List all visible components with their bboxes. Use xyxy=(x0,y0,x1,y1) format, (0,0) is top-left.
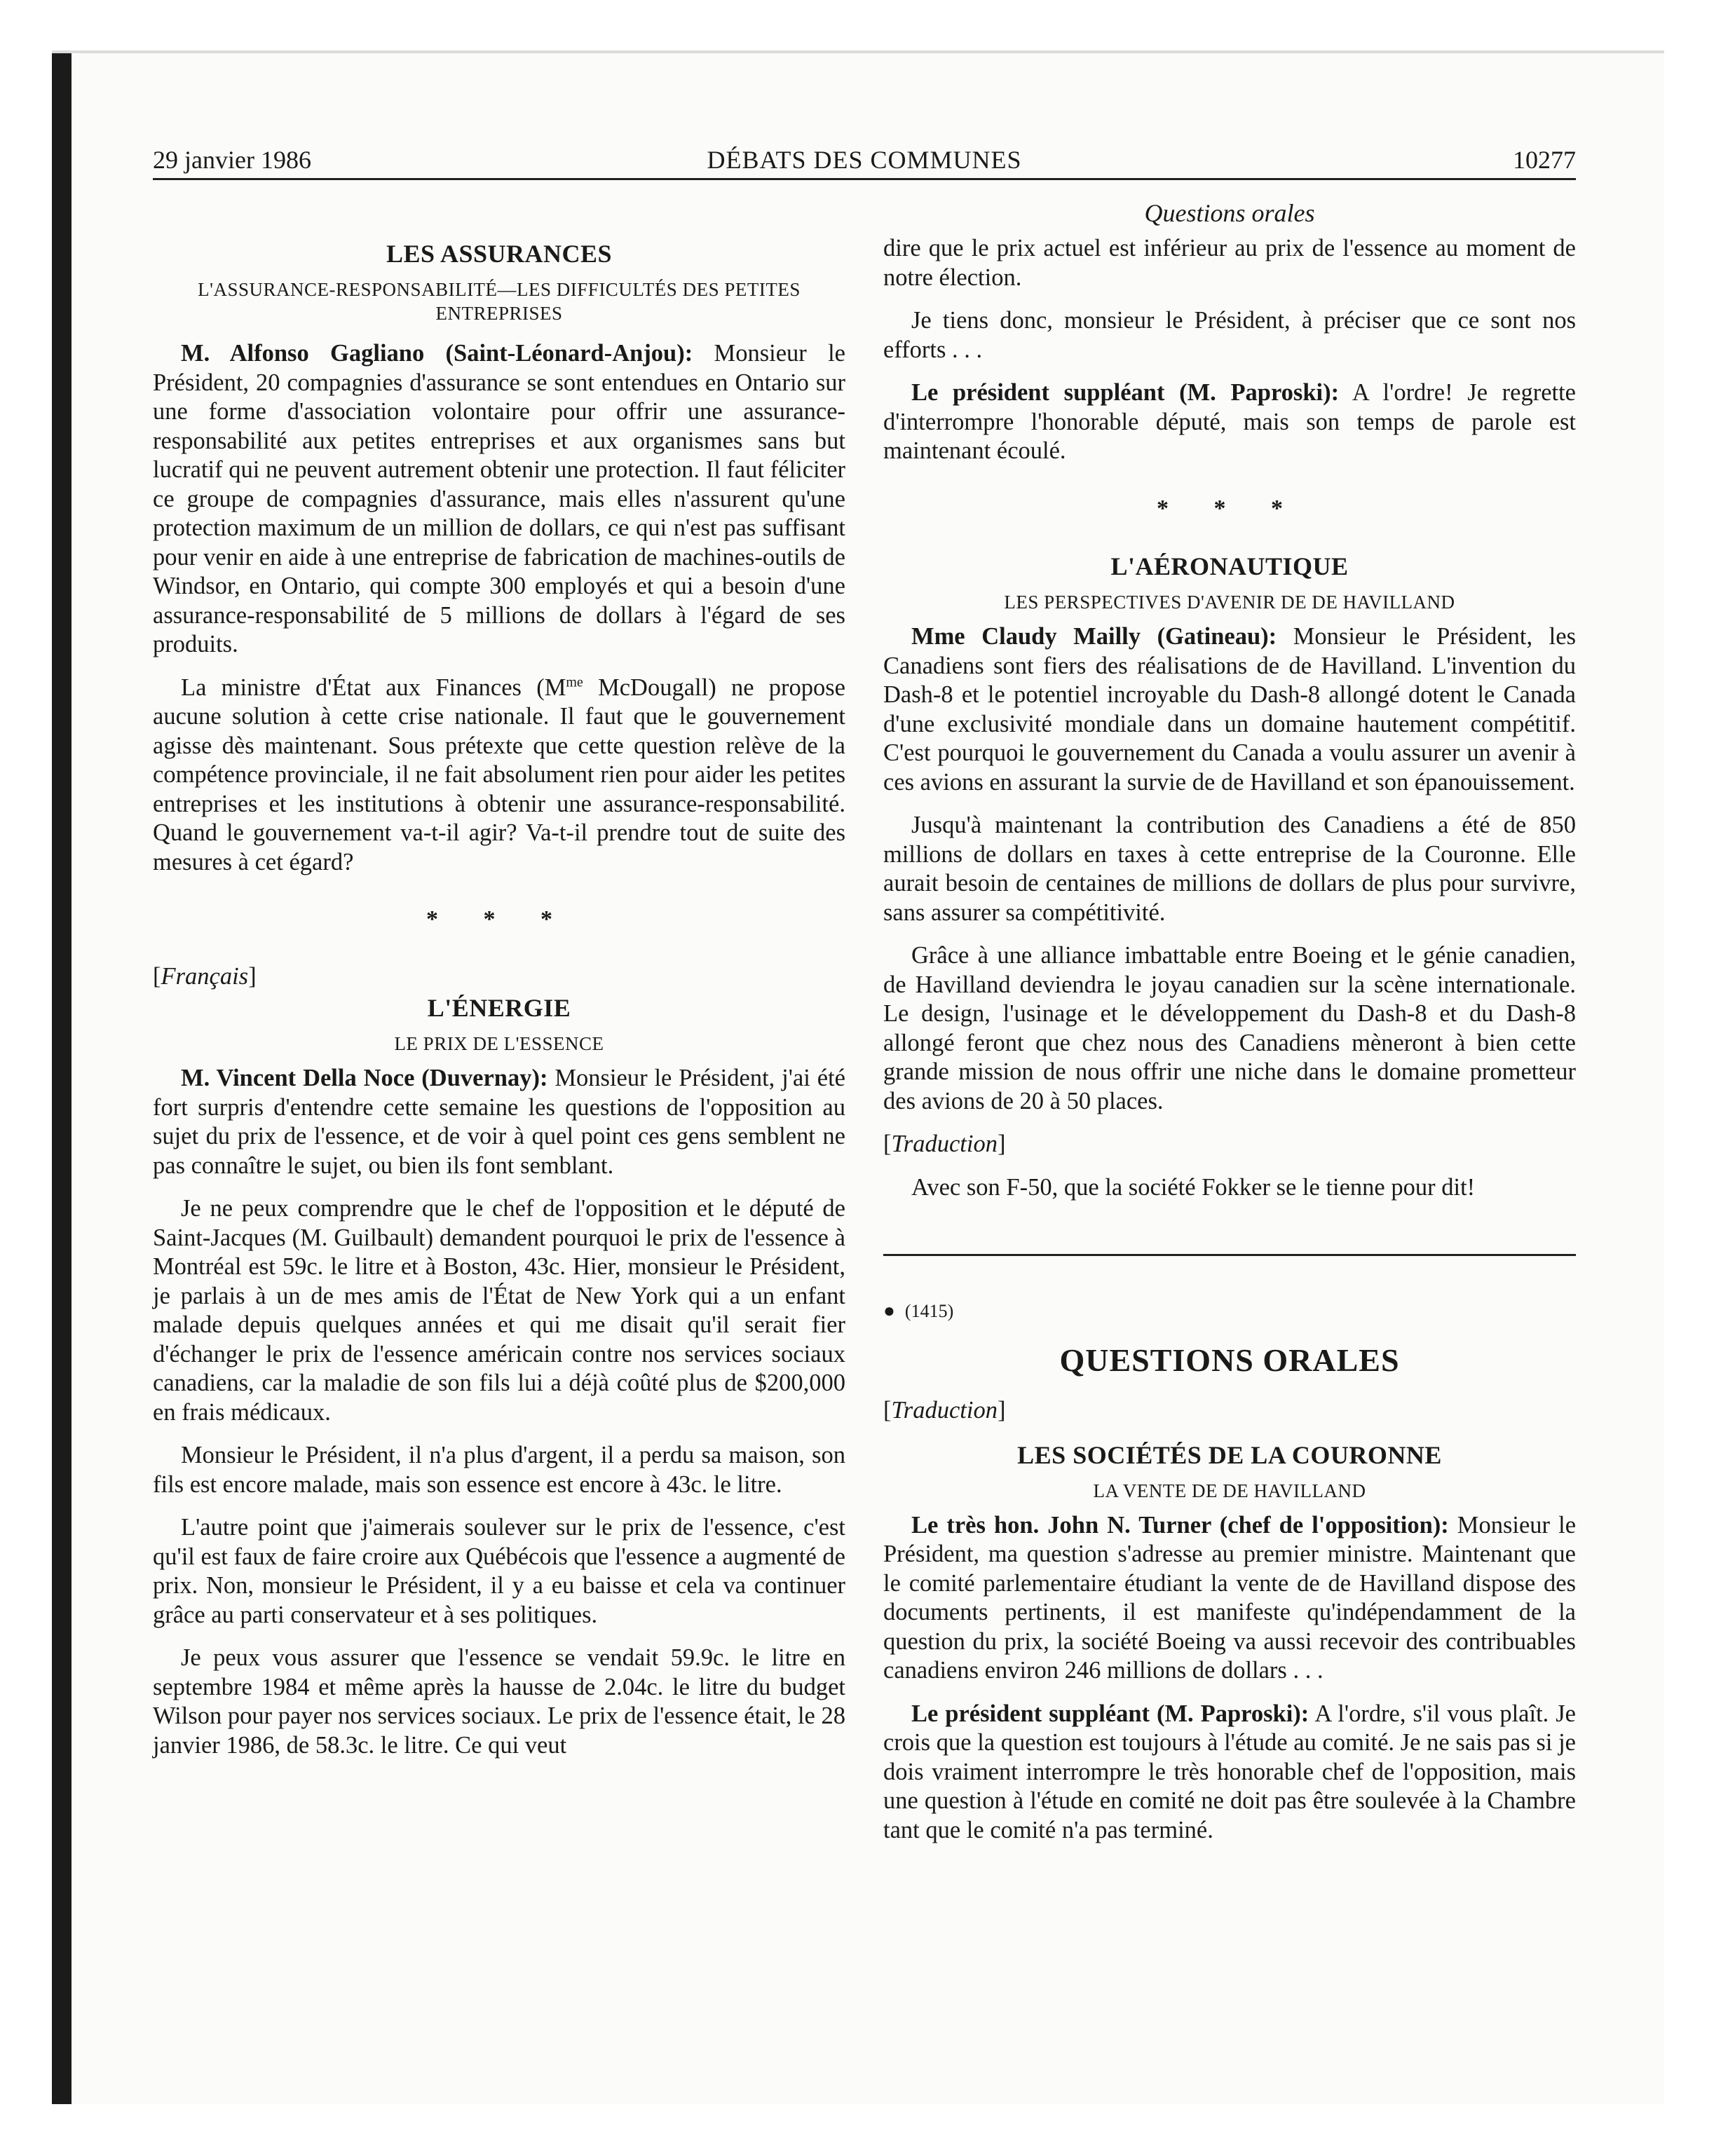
timestamp xyxy=(883,1299,1576,1323)
speaker-name: Mme Claudy Mailly (Gatineau): xyxy=(911,623,1277,650)
header-date: 29 janvier 1986 xyxy=(153,146,311,174)
speech-turner xyxy=(883,1511,1576,1686)
section-separator-stars: * * * xyxy=(426,906,572,932)
timestamp-text: (1415) xyxy=(904,1301,954,1321)
header-journal-title: DÉBATS DES COMMUNES xyxy=(707,146,1022,174)
paragraph: Je ne peux comprendre que le chef de l'opposition et le député de Saint-Jacques (M. Guilbault) demandent pourquoi le prix de l'essence à Montréal est 59c. le litre et à Boston, 43c. Hier, monsieur le Président, je parlais à un de mes amis de l'État de New York qui a un enfant malade depuis quelques années et qui me disait qu'il serait fier d'échanger le prix de l'essence américain contre nos services sociaux canadiens, car la maladie de son fils lui a déjà coûté plus de $200,000 en frais médicaux. xyxy=(153,1195,845,1426)
scan-border-left xyxy=(52,50,72,2104)
horizontal-rule xyxy=(883,1254,1576,1256)
right-column xyxy=(883,198,1576,1859)
left-column xyxy=(153,198,845,1774)
section-subtitle-vente-de-havilland: LA VENTE DE DE HAVILLAND xyxy=(1093,1480,1366,1501)
paragraph: L'autre point que j'aimerais soulever sur le prix de l'essence, c'est qu'il est faux de faire croire aux Québécois que l'essence a augmenté de prix. Non, monsieur le Président, il y a eu baisse et cela va continuer grâce au parti conservateur et à ses politiques. xyxy=(153,1514,845,1628)
language-label: Traduction xyxy=(891,1131,998,1157)
paragraph: Je tiens donc, monsieur le Président, à préciser que ce sont nos efforts . . . xyxy=(883,307,1576,363)
superscript: me xyxy=(566,674,583,690)
paragraph-text: La ministre d'État aux Finances (M xyxy=(181,674,566,701)
paragraph xyxy=(153,674,845,878)
speech-mailly xyxy=(883,622,1576,797)
speech-paproski xyxy=(883,1700,1576,1845)
paragraph: Grâce à une alliance imbattable entre Boeing et le génie canadien, de Havilland deviendra le joyau canadien sur la scène internationale. Le design, l'usinage et le développement du Dash-8 et du Dash-8 allongé feront que chez nous des Canadiens mèneront à bien cette grande mission de nous offrir une niche dans le domaine prometteur des avions de 20 à 50 places. xyxy=(883,942,1576,1114)
speech-text: A l'ordre, s'il vous plaît. Je crois que la question est toujours à l'étude au comité. Je ne sais pas si je dois vraiment interrompre le très honorable chef de l'opposition, mais une question à l'étude en comité ne doit pas être soulevée à la Chambre tant que le comité n'a pas terminé. xyxy=(883,1700,1576,1843)
speech-text: Monsieur le Président, ma question s'adresse au premier ministre. Maintenant que le comité parlementaire étudiant la vente de de Havilland dispose des documents pertinents, il est manifeste qu'indépendamment de la question du prix, la société Boeing va aussi recevoir des contribuables canadiens environ 246 millions de dollars . . . xyxy=(883,1511,1577,1684)
paragraph: Jusqu'à maintenant la contribution des Canadiens a été de 850 millions de dollars en taxes à cette entreprise de la Couronne. Elle aurait besoin de centaines de millions de dollars de plus pour survivre, sans assurer sa compétitivité. xyxy=(883,812,1576,926)
paragraph: dire que le prix actuel est inférieur au prix de l'essence au moment de notre élection. xyxy=(883,235,1576,291)
speech-text: Monsieur le Président, j'ai été fort surpris d'entendre cette semaine les questions de l'opposition au sujet du prix de l'essence, et de voir à quel point ces gens semblent ne pas connaître le sujet, ou bien ils font semblant. xyxy=(153,1065,845,1179)
chapter-title-questions-orales: QUESTIONS ORALES xyxy=(1059,1342,1400,1378)
section-subtitle-de-havilland: LES PERSPECTIVES D'AVENIR DE DE HAVILLAND xyxy=(1004,592,1455,613)
speaker-name: Le très hon. John N. Turner (chef de l'opposition): xyxy=(911,1511,1449,1538)
speech-della-noce xyxy=(153,1064,845,1180)
language-label: Français xyxy=(161,962,249,990)
section-subtitle-prix-essence: LE PRIX DE L'ESSENCE xyxy=(394,1033,604,1054)
paragraph: Je peux vous assurer que l'essence se vendait 59.9c. le litre en septembre 1984 et même après la hausse de 2.04c. le litre du budget Wilson pour payer nos services sociaux. Le prix de l'essence était, le 28 janvier 1986, de 58.3c. le litre. Ce qui veut xyxy=(153,1644,845,1759)
language-note xyxy=(883,1130,1576,1159)
section-title-energie: L'ÉNERGIE xyxy=(427,994,571,1022)
running-head xyxy=(153,144,1576,180)
speaker-name: Le président suppléant (M. Paproski): xyxy=(911,1700,1309,1727)
speech-text: Monsieur le Président, les Canadiens sont fiers des réalisations de de Havilland. L'invention du Dash-8 et le potentiel incroyable du Dash-8 allongé dotent le Canada d'une exclusivité mondiale dans un domaine hautement compétitif. C'est pourquoi le gouvernement du Canada a voulu assurer un avenir à ces avions en assurant la survie de de Havilland et son épanouissement. xyxy=(883,623,1577,796)
bracket: [ xyxy=(883,1131,892,1157)
language-note xyxy=(883,1396,1576,1426)
header-page-number: 10277 xyxy=(1513,146,1576,174)
language-note xyxy=(153,962,845,992)
bracket: ] xyxy=(248,962,257,990)
speaker-name: M. Alfonso Gagliano (Saint-Léonard-Anjou): xyxy=(181,340,693,367)
bracket: ] xyxy=(997,1131,1006,1157)
section-title-assurances: LES ASSURANCES xyxy=(386,240,613,268)
language-label: Traduction xyxy=(891,1397,998,1424)
section-subtitle-assurance-responsabilite: L'ASSURANCE-RESPONSABILITÉ—LES DIFFICULTÉS DES PETITES ENTREPRISES xyxy=(198,279,801,324)
section-separator-stars: * * * xyxy=(1157,495,1302,521)
bracket: [ xyxy=(883,1397,892,1424)
section-title-societes-couronne: LES SOCIÉTÉS DE LA COURONNE xyxy=(1017,1440,1442,1469)
paragraph: Monsieur le Président, il n'a plus d'argent, il a perdu sa maison, son fils est encore malade, mais son essence est encore à 43c. le litre. xyxy=(153,1442,845,1498)
bracket: ] xyxy=(997,1397,1006,1424)
bullet-icon: ● xyxy=(883,1300,895,1322)
speaker-name: Le président suppléant (M. Paproski): xyxy=(911,379,1340,406)
speaker-name: M. Vincent Della Noce (Duvernay): xyxy=(181,1065,548,1091)
speech-text: A l'ordre! Je regrette d'interrompre l'honorable député, mais son temps de parole est maintenant écoulé. xyxy=(883,379,1576,464)
bracket: [ xyxy=(153,962,161,990)
paragraph: Avec son F-50, que la société Fokker se le tienne pour dit! xyxy=(911,1173,1476,1201)
speech-gagliano xyxy=(153,339,845,660)
section-title-aeronautique: L'AÉRONAUTIQUE xyxy=(1110,552,1349,580)
speech-text: Monsieur le Président, 20 compagnies d'assurance se sont entendues en Ontario sur une forme d'association volontaire pour offrir une assurance-responsabilité aux petites entreprises et aux organismes sans but lucratif qui ne peuvent autrement obtenir une protection. Il faut féliciter ce groupe de compagnies d'assurance, mais elles n'assurent qu'une protection maximum de un million de dollars, ce qui n'est pas suffisant pour venir en aide à une entreprise de fabrication de machines-outils de Windsor, en Ontario, qui compte 300 employés et qui a besoin d'une assurance-responsabilité de 5 millions de dollars à l'égard de ses produits. xyxy=(153,340,845,657)
speech-paproski xyxy=(883,378,1576,466)
section-label-questions-orales: Questions orales xyxy=(1144,199,1315,227)
paragraph-text: McDougall) ne propose aucune solution à cette crise nationale. Il faut que le gouvernement agisse dès maintenant. Sous prétexte que cette question relève de la compétence provinciale, il ne fait absolument rien pour aider les petites entreprises et les institutions à obtenir une assurance-responsabilité. Quand le gouvernement va-t-il agir? Va-t-il prendre tout de suite des mesures à cet égard? xyxy=(153,674,845,875)
